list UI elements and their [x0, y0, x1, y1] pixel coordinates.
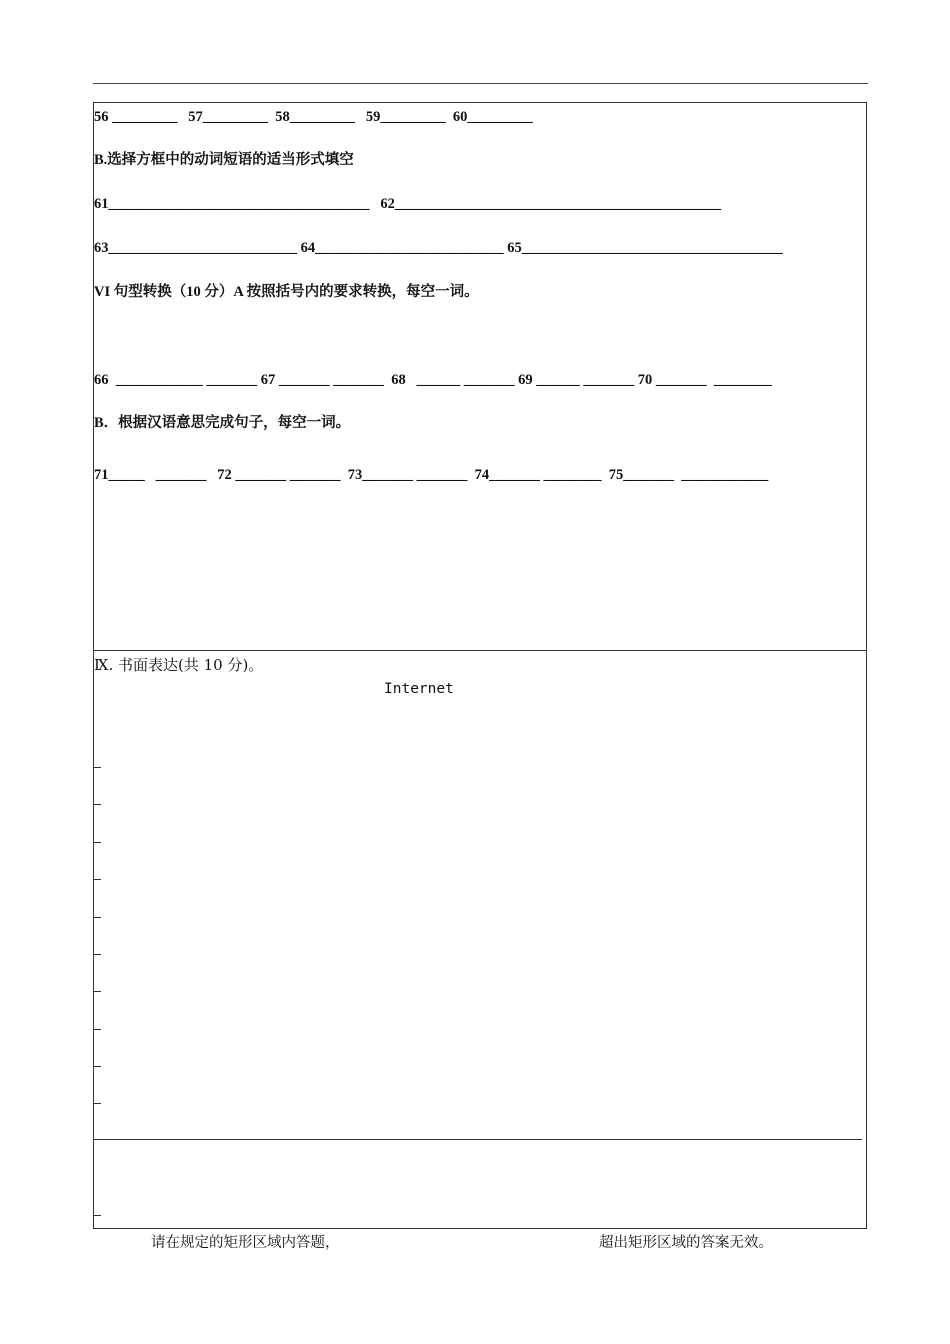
writing-line-mark: [94, 842, 101, 843]
writing-line-mark: [94, 767, 101, 768]
writing-line-mark: [94, 804, 101, 805]
answer-box-section-1: [93, 102, 867, 651]
writing-line-mark: [94, 1066, 101, 1067]
answer-line-56-60[interactable]: 56 _________ 57_________ 58_________ 59_________ 60_________: [94, 109, 533, 125]
answer-line-63-65[interactable]: 63__________________________ 64__________________________ 65____________________________________: [94, 240, 783, 256]
footer-note-left: 请在规定的矩形区域内答题，: [151, 1235, 340, 1251]
footer-note-right: 超出矩形区域的答案无效。: [599, 1235, 773, 1251]
writing-line-mark: [94, 991, 101, 992]
answer-line-66-70[interactable]: 66 ____________ _______ 67 _______ _______ 68 ______ _______ 69 ______ _______ 70 _______ ________: [94, 372, 772, 388]
section-ix-title: Ⅸ. 书面表达(共 10 分)。: [94, 656, 264, 674]
writing-line-mark: [94, 1103, 101, 1104]
writing-line-mark: [94, 879, 101, 880]
part-b-heading: B.选择方框中的动词短语的适当形式填空: [94, 152, 354, 168]
part-b2-heading: B．根据汉语意思完成句子，每空一词。: [94, 415, 351, 431]
essay-box-section-2: [93, 650, 867, 1229]
essay-title: Internet: [384, 681, 454, 697]
writing-line-mark: [94, 954, 101, 955]
answer-line-71-75[interactable]: 71_____ _______ 72 _______ _______ 73_______ _______ 74_______ ________ 75_______ ____________: [94, 467, 769, 483]
top-rule: [93, 83, 868, 84]
writing-line-mark: [94, 917, 101, 918]
writing-line-mark: [94, 1029, 101, 1030]
writing-line-mark: [94, 1215, 101, 1216]
inner-divider: [94, 1139, 862, 1140]
answer-line-61-62[interactable]: 61____________________________________ 62_____________________________________________: [94, 196, 722, 212]
section-vi-heading: VI 句型转换（10 分）A 按照括号内的要求转换，每空一词。: [94, 284, 479, 300]
